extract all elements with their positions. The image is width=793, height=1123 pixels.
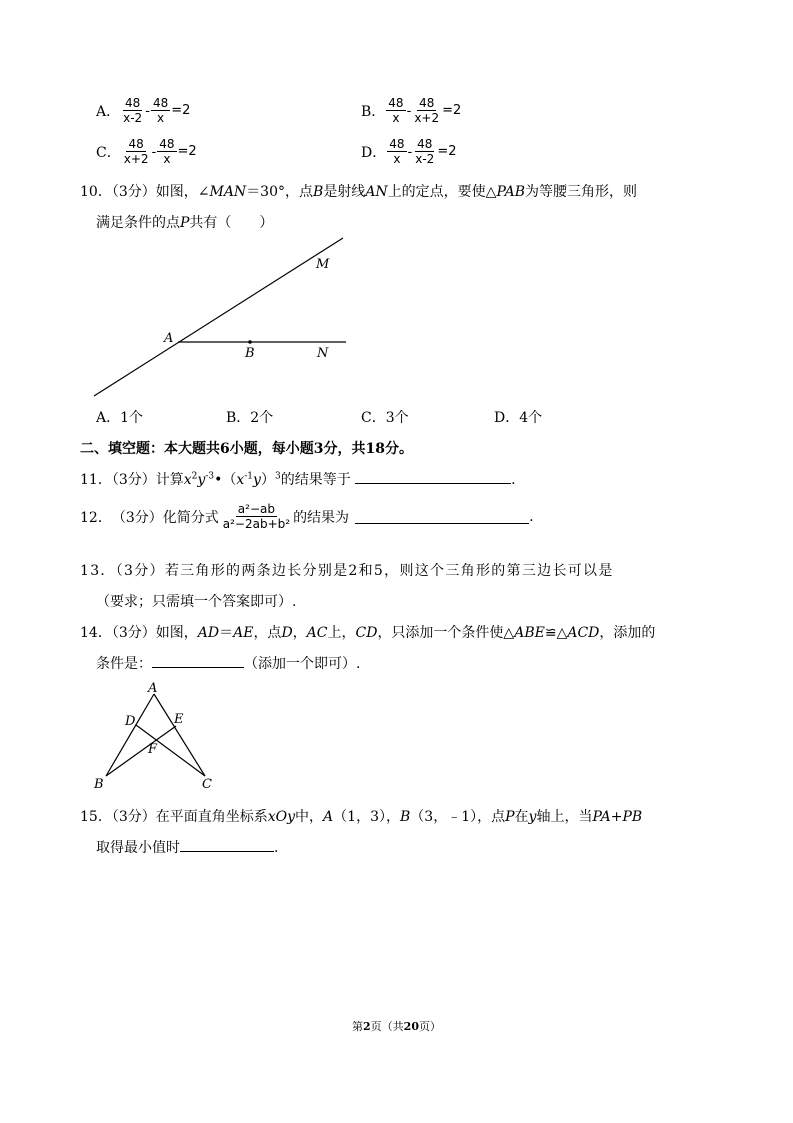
q10-option-b[interactable]: B．2个 <box>226 410 274 426</box>
option-letter: D． <box>361 144 387 161</box>
option-letter: A． <box>96 103 121 120</box>
label-b: B <box>94 777 104 792</box>
q9-option-c[interactable]: C． $\frac{48}{x+2}$ - $\frac{48}{x}$ =2 <box>96 137 197 166</box>
q9-option-a[interactable]: A． $\frac{48}{x-2}$ - $\frac{48}{x}$ =2 <box>96 96 191 125</box>
label-n: N <box>317 346 329 361</box>
label-a: A <box>164 331 174 346</box>
q14-line1: 14．（3分）如图，AD＝AE，点D，AC上，CD，只添加一个条件使△ABE≌△ACD，添加的 <box>80 625 656 641</box>
q10-line2: 满足条件的点P共有（ ） <box>96 215 274 231</box>
q9-option-d[interactable]: D． $\frac{48}{x}$ - $\frac{48}{x-2}$ =2 <box>361 137 457 166</box>
q10-option-d[interactable]: D．4个 <box>494 410 543 426</box>
answer-blank[interactable] <box>180 837 274 852</box>
label-b: B <box>245 346 255 361</box>
q14-line2: 条件是： （添加一个即可）. <box>96 653 360 673</box>
segment-ab <box>106 694 154 776</box>
q10-figure <box>90 232 360 402</box>
fraction: $\frac{48}{x}$ <box>152 96 169 125</box>
section-heading: 二、填空题：本大题共6小题，每小题3分，共18分。 <box>80 441 413 457</box>
answer-blank[interactable] <box>355 469 511 484</box>
q13-line1: 13．（3分）若三角形的两条边长分别是2和5，则这个三角形的第三边长可以是 <box>80 563 614 579</box>
label-m: M <box>316 257 330 272</box>
q10-option-c[interactable]: C．3个 <box>361 410 409 426</box>
label-d: D <box>125 714 136 729</box>
fraction: $\frac{48}{x}$ <box>388 96 404 125</box>
fraction: $\frac{48}{x}$ <box>389 137 405 166</box>
q15-line2: 取得最小值时 . <box>96 837 278 857</box>
point-b <box>248 340 252 344</box>
q10-option-a[interactable]: A．1个 <box>96 410 144 426</box>
q11: 11．（3分）计算$x^2y^{-3}•(x^{-1}y)^3$的结果等于 . <box>80 469 516 489</box>
q14-figure <box>90 680 220 795</box>
option-letter: B． <box>361 103 386 120</box>
label-a: A <box>148 681 158 696</box>
q12: 12． （3分） 化简分式 $\frac{\text{a²−ab}}{\text{a²−2ab+b²}}$ 的结果为 . <box>80 502 534 531</box>
fraction: $\frac{48}{x+2}$ <box>414 96 440 125</box>
segment-cd <box>136 725 205 776</box>
q13-line2: （要求；只需填一个答案即可）. <box>96 594 297 610</box>
page-footer: 第2页（共20页） <box>352 1020 441 1033</box>
fraction: $\frac{48}{x-2}$ <box>123 96 143 125</box>
label-f: F <box>148 742 158 757</box>
fraction: $\frac{\text{a²−ab}}{\text{a²−2ab+b²}}$ <box>222 502 291 531</box>
segment-ac <box>154 694 205 776</box>
q10-line1: 10．（3分）如图，∠MAN＝30°，点B是射线AN上的定点，要使△PAB为等腰三角形，则 <box>80 184 638 200</box>
q9-option-b[interactable]: B． $\frac{48}{x}$ - $\frac{48}{x+2}$ =2 <box>361 96 462 125</box>
q15-line1: 15．（3分）在平面直角坐标系xOy中，A（1，3），B（3，﹣1），点P在y轴上，当PA+PB <box>80 809 643 825</box>
segment-be <box>106 726 176 776</box>
label-c: C <box>202 777 212 792</box>
answer-blank[interactable] <box>152 653 244 668</box>
answer-blank[interactable] <box>355 509 529 524</box>
option-letter: C． <box>96 144 121 161</box>
ray-am <box>94 238 343 396</box>
fraction: $\frac{48}{x+2}$ <box>123 137 149 166</box>
fraction: $\frac{48}{x-2}$ <box>415 137 435 166</box>
fraction: $\frac{48}{x}$ <box>159 137 175 166</box>
label-e: E <box>174 712 184 727</box>
